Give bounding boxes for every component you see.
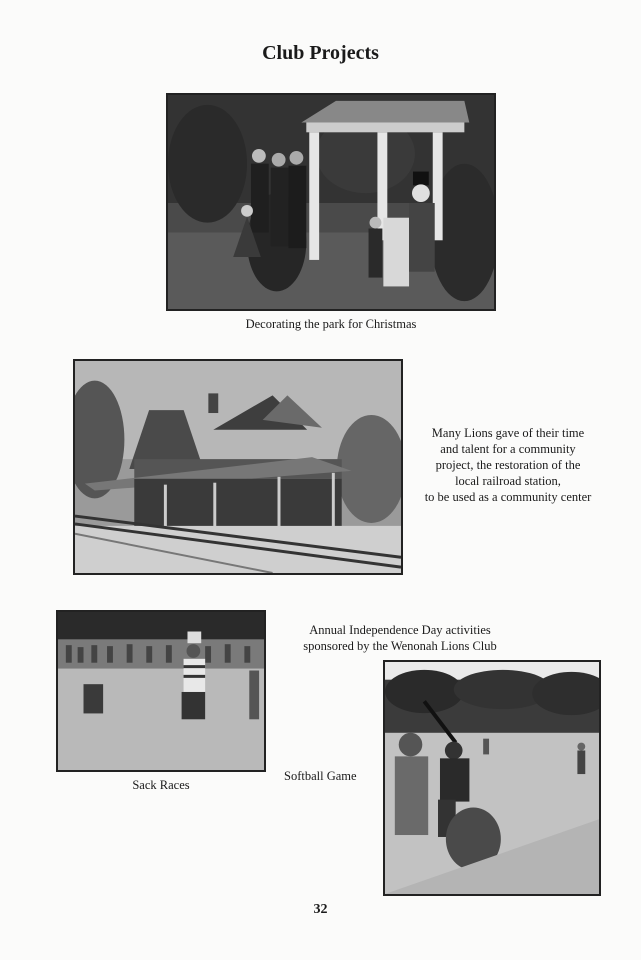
page-number: 32 <box>313 902 328 917</box>
station-description <box>410 425 606 505</box>
independence-line: sponsored by the Wenonah Lions Club <box>303 639 497 653</box>
station-line: Many Lions gave of their time <box>431 426 585 440</box>
railroad-station-photo <box>73 359 403 575</box>
station-line: to be used as a community center <box>424 490 592 504</box>
christmas-caption: Decorating the park for Christmas <box>245 317 417 331</box>
softball-caption: Softball Game <box>284 769 357 783</box>
softball-game-photo <box>383 660 601 896</box>
christmas-park-photo <box>166 93 496 311</box>
sack-races-photo <box>56 610 266 772</box>
page-title: Club Projects <box>262 42 379 64</box>
station-line: project, the restoration of the <box>435 458 581 472</box>
station-line: local railroad station, <box>455 474 561 488</box>
independence-heading <box>280 622 520 654</box>
station-line: and talent for a community <box>440 442 576 456</box>
sack-races-caption: Sack Races <box>132 778 190 792</box>
independence-line: Annual Independence Day activities <box>309 623 491 637</box>
